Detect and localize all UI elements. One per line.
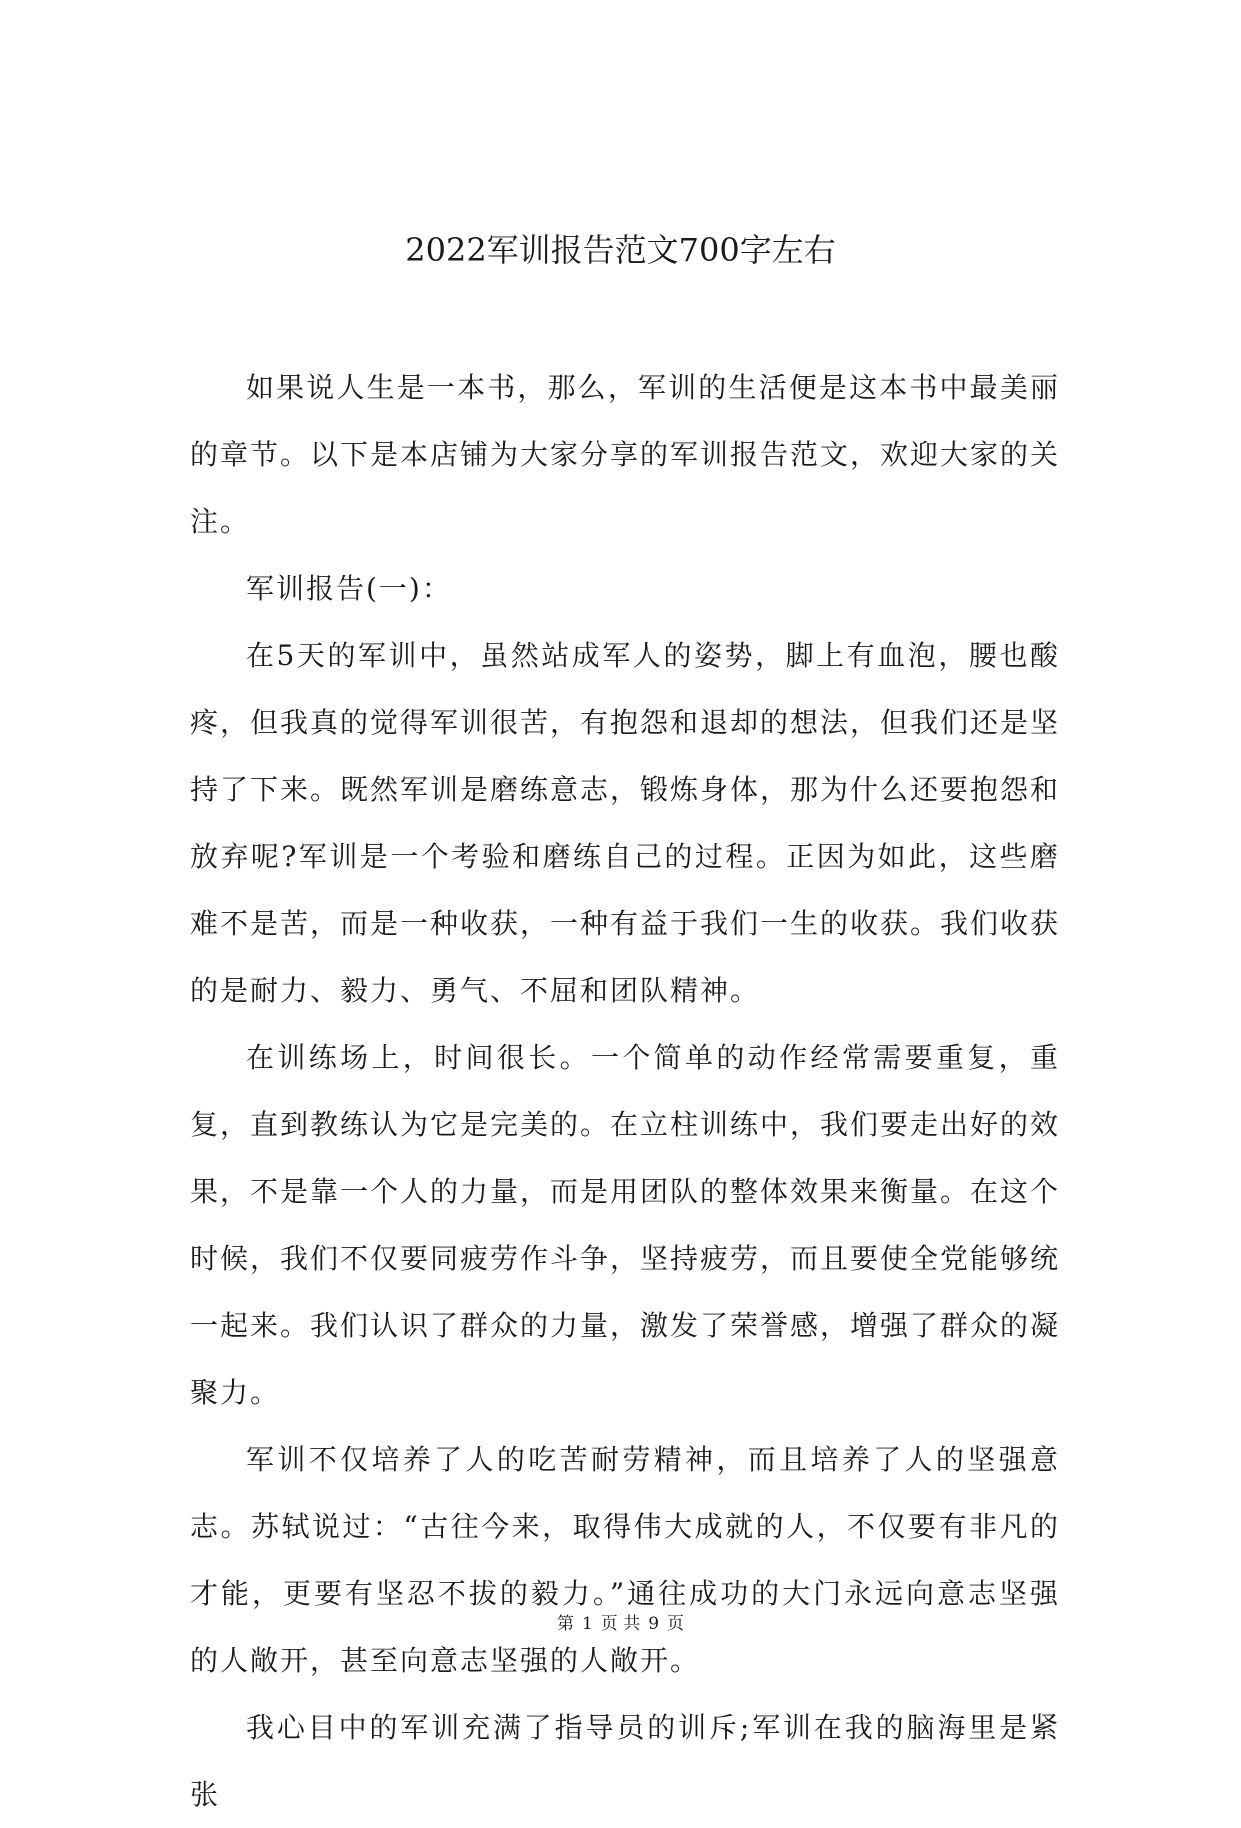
paragraph-continued: 我心目中的军训充满了指导员的训斥;军训在我的脑海里是紧张 (190, 1711, 1060, 1811)
footer-total-pages: 9 (648, 1614, 660, 1634)
footer-suffix: 页 (667, 1614, 685, 1634)
paragraph-section-heading: 军训报告(一)： (246, 572, 452, 605)
paragraph-training-hardship: 在5天的军训中，虽然站成军人的姿势，脚上有血泡，腰也酸疼，但我真的觉得军训很苦，有抱怨和退却的想法，但我们还是坚持了下来。既然军训是磨练意志，锻炼身体，那为什么还要抱怨和放弃呢?军训是一个考验和磨练自己的过程。正因为如此，这些磨难不是苦，而是一种收获，一种有益于我们一生的收获。我们收获的是耐力、毅力、勇气、不屈和团队精神。 (190, 639, 1061, 1007)
document-title: 2022军训报告范文700字左右 (405, 231, 836, 269)
footer-current-page: 1 (581, 1614, 593, 1634)
page-number-footer (0, 1612, 1241, 1636)
document-body (190, 354, 1060, 1828)
paragraph-training-field: 在训练场上，时间很长。一个简单的动作经常需要重复，重复，直到教练认为它是完美的。在立柱训练中，我们要走出好的效果，不是靠一个人的力量，而是用团队的整体效果来衡量。在这个时候，我们不仅要同疲劳作斗争，坚持疲劳，而且要使全党能够统一起来。我们认识了群众的力量，激发了荣誉感，增强了群众的凝聚力。 (190, 1041, 1061, 1409)
paragraph-intro: 如果说人生是一本书，那么，军训的生活便是这本书中最美丽的章节。以下是本店铺为大家分享的军训报告范文，欢迎大家的关注。 (190, 371, 1061, 538)
footer-prefix: 第 (556, 1614, 574, 1634)
paragraph-willpower: 军训不仅培养了人的吃苦耐劳精神，而且培养了人的坚强意志。苏轼说过：“古往今来，取得伟大成就的人，不仅要有非凡的才能，更要有坚忍不拔的毅力。”通往成功的大门永远向意志坚强的人敞开，甚至向意志坚强的人敞开。 (190, 1443, 1060, 1677)
footer-middle: 页 共 (600, 1614, 641, 1634)
